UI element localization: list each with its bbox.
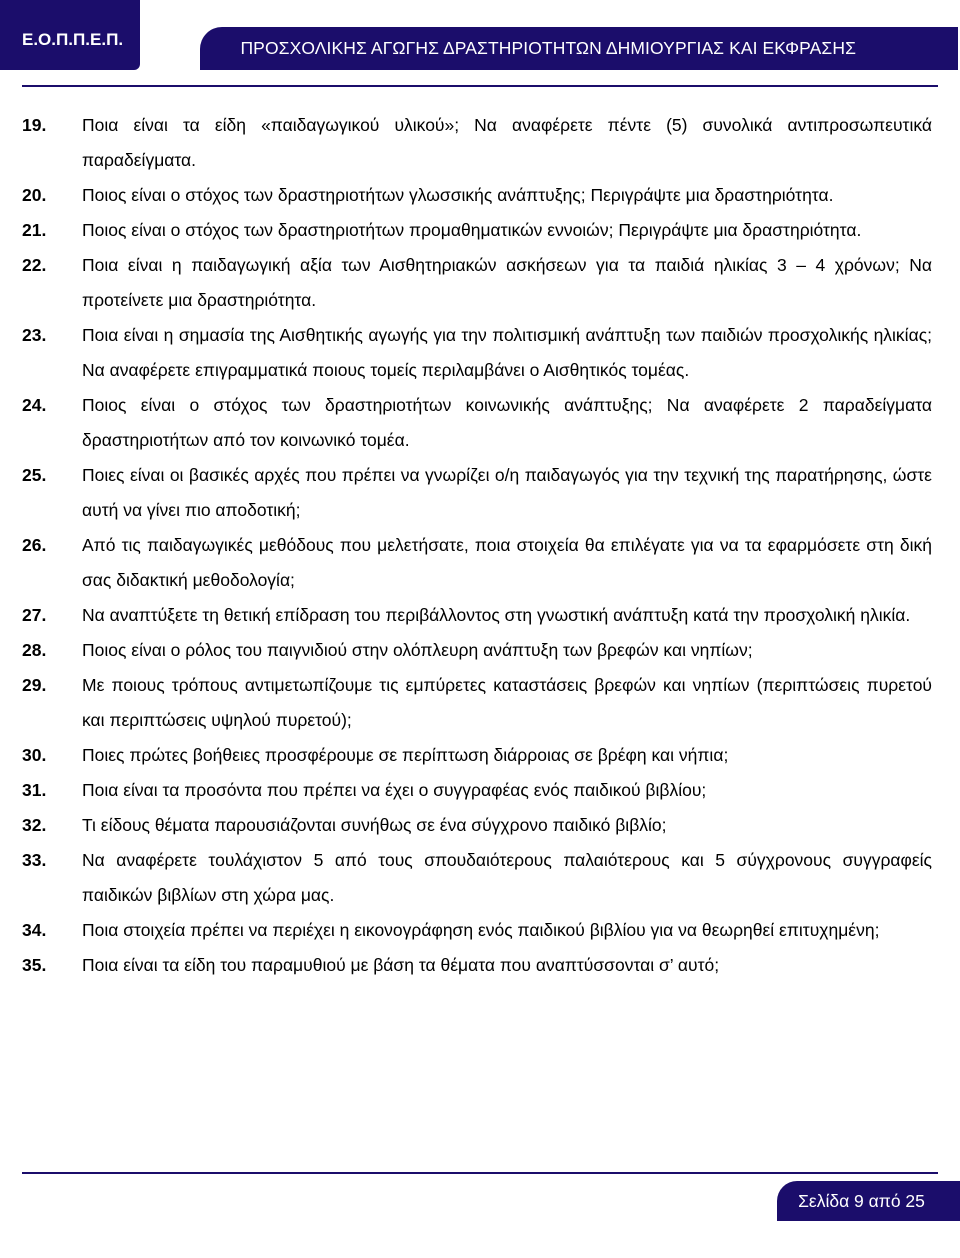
question-text: Ποια είναι τα είδη του παραμυθιού με βάση τα θέματα που αναπτύσσονται σ’ αυτό; [82, 955, 720, 975]
question-text: Ποια είναι η σημασία της Αισθητικής αγωγής για την πολιτισμική ανάπτυξη των παιδιών προσχολικής ηλικίας; Να αναφέρετε επιγραμματικά ποιους τομείς περιλαμβάνει ο Αισθητικός τομέας. [82, 325, 932, 380]
question-number: 28. [22, 640, 47, 660]
question-text: Ποιος είναι ο στόχος των δραστηριοτήτων κοινωνικής ανάπτυξης; Να αναφέρετε 2 παραδείγματα δραστηριοτήτων από τον κοινωνικό τομέα. [82, 395, 932, 450]
question-item [22, 948, 932, 983]
question-text: Να αναπτύξετε τη θετική επίδραση του περιβάλλοντος στη γνωστική ανάπτυξη κατά την προσχολική ηλικία. [82, 605, 911, 625]
question-number: 25. [22, 465, 47, 485]
question-text: Από τις παιδαγωγικές μεθόδους που μελετήσατε, ποια στοιχεία θα επιλέγατε για να τα εφαρμόσετε στη δική σας διδακτική μεθοδολογία; [82, 535, 932, 590]
question-text: Ποια είναι τα προσόντα που πρέπει να έχει ο συγγραφέας ενός παιδικού βιβλίου; [82, 780, 707, 800]
question-item [22, 248, 932, 318]
question-item [22, 388, 932, 458]
question-item [22, 843, 932, 913]
question-number: 19. [22, 115, 47, 135]
question-item [22, 108, 932, 178]
question-item [22, 668, 932, 738]
question-item [22, 318, 932, 388]
header-divider [22, 85, 938, 87]
question-item [22, 738, 932, 773]
question-text: Ποιος είναι ο στόχος των δραστηριοτήτων γλωσσικής ανάπτυξης; Περιγράψτε μια δραστηριότητα. [82, 185, 834, 205]
question-item [22, 598, 932, 633]
question-number: 31. [22, 780, 47, 800]
question-text: Ποια είναι η παιδαγωγική αξία των Αισθητηριακών ασκήσεων για τα παιδιά ηλικίας 3 – 4 χρόνων; Να προτείνετε μια δραστηριότητα. [82, 255, 932, 310]
question-text: Να αναφέρετε τουλάχιστον 5 από τους σπουδαιότερους παλαιότερους και 5 σύγχρονους συγγραφείς παιδικών βιβλίων στη χώρα μας. [82, 850, 932, 905]
question-text: Ποια στοιχεία πρέπει να περιέχει η εικονογράφηση ενός παιδικού βιβλίου για να θεωρηθεί επιτυχημένη; [82, 920, 880, 940]
question-number: 34. [22, 920, 47, 940]
question-number: 30. [22, 745, 47, 765]
question-item [22, 178, 932, 213]
question-item [22, 633, 932, 668]
question-number: 27. [22, 605, 47, 625]
question-text: Ποιος είναι ο ρόλος του παιγνιδιού στην ολόπλευρη ανάπτυξη των βρεφών και νηπίων; [82, 640, 753, 660]
question-item [22, 458, 932, 528]
question-number: 26. [22, 535, 47, 555]
header-org-label: Ε.Ο.Π.Π.Ε.Π. [0, 0, 140, 70]
question-text: Ποιες πρώτες βοήθειες προσφέρουμε σε περίπτωση διάρροιας σε βρέφη και νήπια; [82, 745, 729, 765]
question-number: 24. [22, 395, 47, 415]
question-text: Ποια είναι τα είδη «παιδαγωγικού υλικού»; Να αναφέρετε πέντε (5) συνολικά αντιπροσωπευτικά παραδείγματα. [82, 115, 932, 170]
page-number: Σελίδα 9 από 25 [777, 1181, 960, 1221]
question-number: 21. [22, 220, 47, 240]
question-number: 32. [22, 815, 47, 835]
question-text: Ποιες είναι οι βασικές αρχές που πρέπει να γνωρίζει ο/η παιδαγωγός για την τεχνική της παρατήρησης, ώστε αυτή να γίνει πιο αποδοτική; [82, 465, 932, 520]
question-item [22, 773, 932, 808]
question-text: Τι είδους θέματα παρουσιάζονται συνήθως σε ένα σύγχρονο παιδικό βιβλίο; [82, 815, 667, 835]
question-item [22, 913, 932, 948]
question-list [22, 108, 932, 983]
question-number: 20. [22, 185, 47, 205]
question-item [22, 528, 932, 598]
question-item [22, 213, 932, 248]
footer-divider [22, 1172, 938, 1174]
question-text: Ποιος είναι ο στόχος των δραστηριοτήτων προμαθηματικών εννοιών; Περιγράψτε μια δραστηριότητα. [82, 220, 862, 240]
question-number: 22. [22, 255, 47, 275]
header-title-banner: ΠΡΟΣΧΟΛΙΚΗΣ ΑΓΩΓΗΣ ΔΡΑΣΤΗΡΙΟΤΗΤΩΝ ΔΗΜΙΟΥΡΓΙΑΣ ΚΑΙ ΕΚΦΡΑΣΗΣ [200, 27, 958, 70]
question-item [22, 808, 932, 843]
question-number: 33. [22, 850, 47, 870]
question-number: 23. [22, 325, 47, 345]
question-text: Με ποιους τρόπους αντιμετωπίζουμε τις εμπύρετες καταστάσεις βρεφών και νηπίων (περιπτώσεις πυρετού και περιπτώσεις υψηλού πυρετού); [82, 675, 932, 730]
question-number: 35. [22, 955, 47, 975]
question-number: 29. [22, 675, 47, 695]
